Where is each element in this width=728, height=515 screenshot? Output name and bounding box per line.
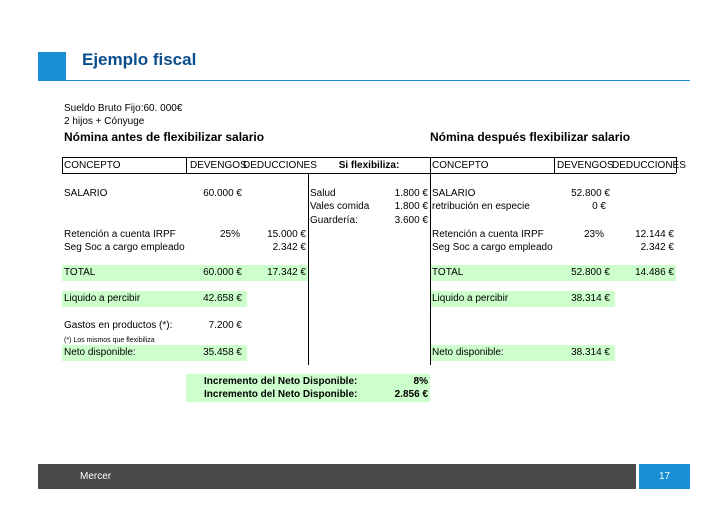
flex-item-value: 3.600 € <box>394 215 428 226</box>
footer-bar <box>38 464 636 489</box>
header-border <box>430 157 431 173</box>
before-salario-label: SALARIO <box>64 188 108 199</box>
header-border <box>430 173 676 174</box>
before-gastos-devengos: 7.200 € <box>208 320 242 331</box>
flex-header: Si flexibiliza: <box>338 160 400 171</box>
after-neto-devengos: 38.314 € <box>571 347 610 358</box>
after-segsoc-label: Seg Soc a cargo empleado <box>432 242 553 253</box>
accent-square <box>38 52 66 80</box>
flex-item-label: Salud <box>310 188 336 199</box>
after-title: Nómina después flexibilizar salario <box>430 130 631 144</box>
before-neto-devengos: 35.458 € <box>203 347 242 358</box>
after-col-deducciones: DEDUCCIONES <box>612 160 686 171</box>
after-irpf-label: Retención a cuenta IRPF <box>432 229 544 240</box>
before-col-devengos: DEVENGOS <box>190 160 247 171</box>
header-border <box>430 157 676 158</box>
header-border <box>62 157 63 173</box>
increment-abs-value: 2.856 € <box>394 389 428 400</box>
page-number: 17 <box>658 471 671 482</box>
slide-title: Ejemplo fiscal <box>82 50 197 69</box>
after-irpf-pct: 23% <box>583 229 604 240</box>
column-line <box>308 173 309 365</box>
after-irpf-deducciones: 12.144 € <box>635 229 674 240</box>
before-irpf-deducciones: 15.000 € <box>267 229 306 240</box>
before-title: Nómina antes de flexibilizar salario <box>64 130 265 144</box>
flex-item-value: 1.800 € <box>394 188 428 199</box>
after-salario-label: SALARIO <box>432 188 476 199</box>
after-col-concepto: CONCEPTO <box>432 160 489 171</box>
before-segsoc-label: Seg Soc a cargo empleado <box>64 242 185 253</box>
after-segsoc-deducciones: 2.342 € <box>640 242 674 253</box>
before-footnote: (*) Los mismos que flexibiliza <box>64 337 155 344</box>
before-segsoc-deducciones: 2.342 € <box>272 242 306 253</box>
before-irpf-pct: 25% <box>219 229 240 240</box>
increment-pct-value: 8% <box>413 376 428 387</box>
increment-abs-label: Incremento del Neto Disponible: <box>204 389 358 400</box>
after-neto-label: Neto disponible: <box>432 347 504 358</box>
increment-pct-label: Incremento del Neto Disponible: <box>204 376 358 387</box>
header-border <box>62 157 430 158</box>
flex-item-label: Vales comida <box>310 201 370 212</box>
column-line <box>430 173 431 365</box>
before-gastos-label: Gastos en productos (*): <box>64 320 173 331</box>
after-liquido-label: Liquido a percibir <box>432 293 509 304</box>
flex-item-label: Guardería: <box>310 215 358 226</box>
after-total-label: TOTAL <box>432 267 464 278</box>
after-especie-label: retribución en especie <box>432 201 530 212</box>
title-rule <box>38 80 690 81</box>
after-salario-devengos: 52.800 € <box>571 188 610 199</box>
before-total-deducciones: 17.342 € <box>267 267 306 278</box>
after-especie-devengos: 0 € <box>592 201 606 212</box>
after-col-devengos: DEVENGOS <box>557 160 614 171</box>
before-col-deducciones: DEDUCCIONES <box>243 160 317 171</box>
before-liquido-devengos: 42.658 € <box>203 293 242 304</box>
after-liquido-devengos: 38.314 € <box>571 293 610 304</box>
before-salario-devengos: 60.000 € <box>203 188 242 199</box>
before-total-label: TOTAL <box>64 267 96 278</box>
footer-company: Mercer <box>80 471 112 482</box>
salary-info: Sueldo Bruto Fijo:60. 000€ <box>64 103 183 114</box>
before-liquido-label: Liquido a percibir <box>64 293 141 304</box>
header-border <box>186 157 187 173</box>
after-total-devengos: 52.800 € <box>571 267 610 278</box>
header-border <box>62 173 430 174</box>
before-col-concepto: CONCEPTO <box>64 160 121 171</box>
after-total-deducciones: 14.486 € <box>635 267 674 278</box>
before-neto-label: Neto disponible: <box>64 347 136 358</box>
before-total-devengos: 60.000 € <box>203 267 242 278</box>
flex-item-value: 1.800 € <box>394 201 428 212</box>
header-border <box>554 157 555 173</box>
before-irpf-label: Retención a cuenta IRPF <box>64 229 176 240</box>
family-info: 2 hijos + Cónyuge <box>64 116 145 127</box>
